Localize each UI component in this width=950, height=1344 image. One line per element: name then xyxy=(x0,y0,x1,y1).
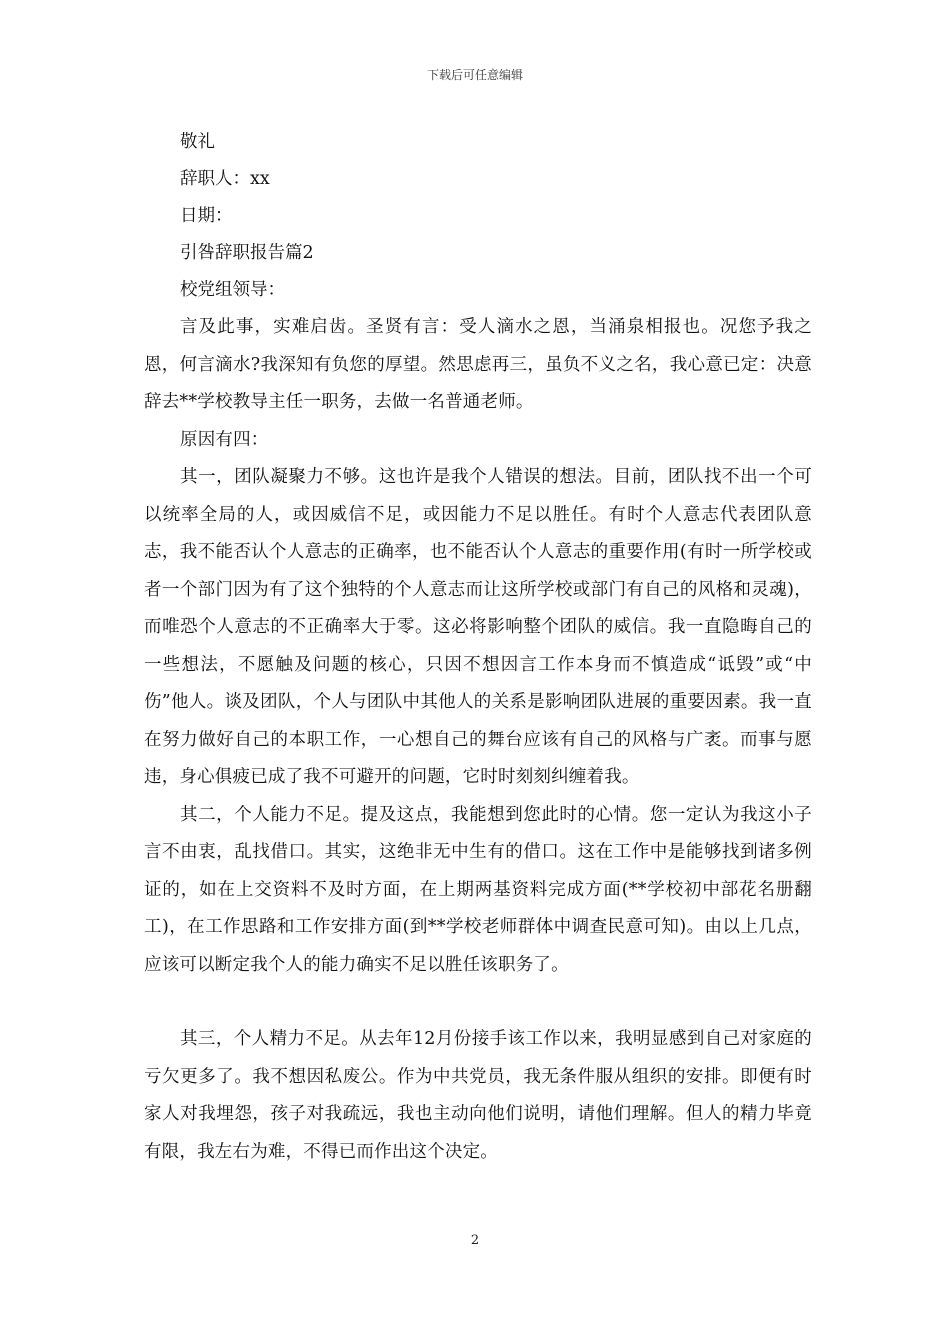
page-header: 下载后可任意编辑 xyxy=(426,68,523,82)
document-body xyxy=(144,124,812,1171)
page-number: 2 xyxy=(470,1233,480,1248)
addressee-line: 校党组领导： xyxy=(180,280,285,300)
paragraph-reason-three: 其三，个人精力不足。从去年12月份接手该工作以来，我明显感到自己对家庭的亏欠更多了。我不想因私废公。作为中共党员，我无条件服从组织的安排。即便有时家人对我埋怨，孩子对我疏远，我也主动向他们说明，请他们理解。但人的精力毕竟有限，我左右为难，不得已而作出这个决定。 xyxy=(144,1029,812,1162)
paragraph-reasons-intro: 原因有四： xyxy=(180,429,269,450)
resigner-line: 辞职人：xx xyxy=(180,169,270,189)
paragraph-reason-two: 其二，个人能力不足。提及这点，我能想到您此时的心情。您一定认为我这小子言不由衷，乱找借口。其实，这绝非无中生有的借口。这在工作中是能够找到诸多例证的，如在上交资料不及时方面，在上期两基资料完成方面(**学校初中部花名册翻工)，在工作思路和工作安排方面(到**学校老师群体中调查民意可知)。由以上几点，应该可以断定我个人的能力确实不足以胜任该职务了。 xyxy=(144,804,812,975)
paragraph-reason-one: 其一，团队凝聚力不够。这也许是我个人错误的想法。目前，团队找不出一个可以统率全局的人，或因威信不足，或因能力不足以胜任。有时个人意志代表团队意志，我不能否认个人意志的正确率，也不能否认个人意志的重要作用(有时一所学校或者一个部门因为有了这个独特的个人意志而让这所学校或部门有自己的风格和灵魂)，而唯恐个人意志的不正确率大于零。这必将影响整个团队的威信。我一直隐晦自己的一些想法，不愿触及问题的核心，只因不想因言工作本身而不慎造成“诋毁”或“中伤”他人。谈及团队，个人与团队中其他人的关系是影响团队进展的重要因素。我一直在努力做好自己的本职工作，一心想自己的舞台应该有自己的风格与广袤。而事与愿违，身心俱疲已成了我不可避开的问题，它时时刻刻纠缠着我。 xyxy=(144,467,812,787)
closing-salutation: 敬礼 xyxy=(180,132,215,152)
paragraph-spacer xyxy=(144,984,812,1021)
paragraph-opening: 言及此事，实难启齿。圣贤有言：受人滴水之恩，当涌泉相报也。况您予我之恩，何言滴水?我深知有负您的厚望。然思虑再三，虽负不义之名，我心意已定：决意辞去**学校教导主任一职务，去做一名普通老师。 xyxy=(144,317,812,412)
date-line: 日期： xyxy=(180,206,233,226)
section-title: 引咎辞职报告篇2 xyxy=(180,243,314,263)
